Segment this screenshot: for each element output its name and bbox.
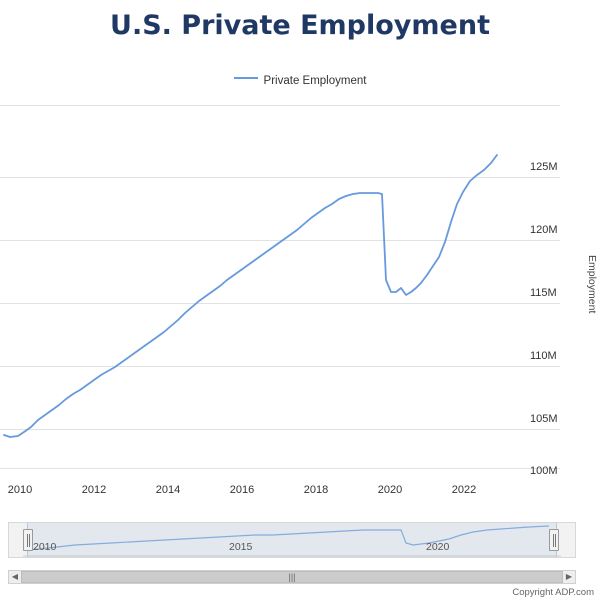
gridlines [0, 106, 560, 469]
xtick-label-2014: 2014 [155, 484, 181, 496]
xtick-label-2016: 2016 [229, 484, 255, 496]
navigator-handle-right[interactable] [549, 529, 559, 551]
scroll-thumb[interactable]: ||| [21, 571, 563, 583]
ytick-label-100m: 100M [530, 465, 558, 477]
ytick-label-120m: 120M [530, 224, 558, 236]
chart-title: U.S. Private Employment [110, 10, 490, 41]
range-navigator[interactable] [8, 522, 576, 558]
scroll-right-arrow[interactable]: ▶ [563, 571, 575, 583]
scroll-left-arrow[interactable]: ◀ [9, 571, 21, 583]
xtick-label-2018: 2018 [303, 484, 329, 496]
ytick-label-105m: 105M [530, 413, 558, 425]
copyright-credit: Copyright ADP.com [512, 587, 594, 598]
xtick-label-2012: 2012 [81, 484, 107, 496]
x-axis [0, 470, 600, 510]
navigator-selected-range[interactable] [27, 523, 557, 557]
navigator-handle-left[interactable] [23, 529, 33, 551]
ytick-label-115m: 115M [530, 287, 557, 299]
xtick-label-2020: 2020 [377, 484, 403, 496]
chart-legend[interactable] [0, 75, 600, 87]
xtick-label-2022: 2022 [451, 484, 477, 496]
legend-label-private-employment[interactable]: Private Employment [263, 75, 367, 87]
horizontal-scrollbar[interactable] [8, 570, 576, 584]
xtick-label-2010: 2010 [7, 484, 33, 496]
navigator-year-2015: 2015 [229, 541, 253, 553]
series-line-private-employment [4, 155, 497, 437]
ytick-label-125m: 125M [530, 161, 558, 173]
y-axis-label: Employment [586, 255, 598, 314]
plot-svg [0, 100, 600, 475]
navigator-year-2010: 2010 [33, 541, 57, 553]
legend-swatch-private-employment [234, 77, 258, 79]
navigator-year-2020: 2020 [426, 541, 450, 553]
ytick-label-110m: 110M [530, 350, 557, 362]
plot-area[interactable] [0, 100, 600, 475]
